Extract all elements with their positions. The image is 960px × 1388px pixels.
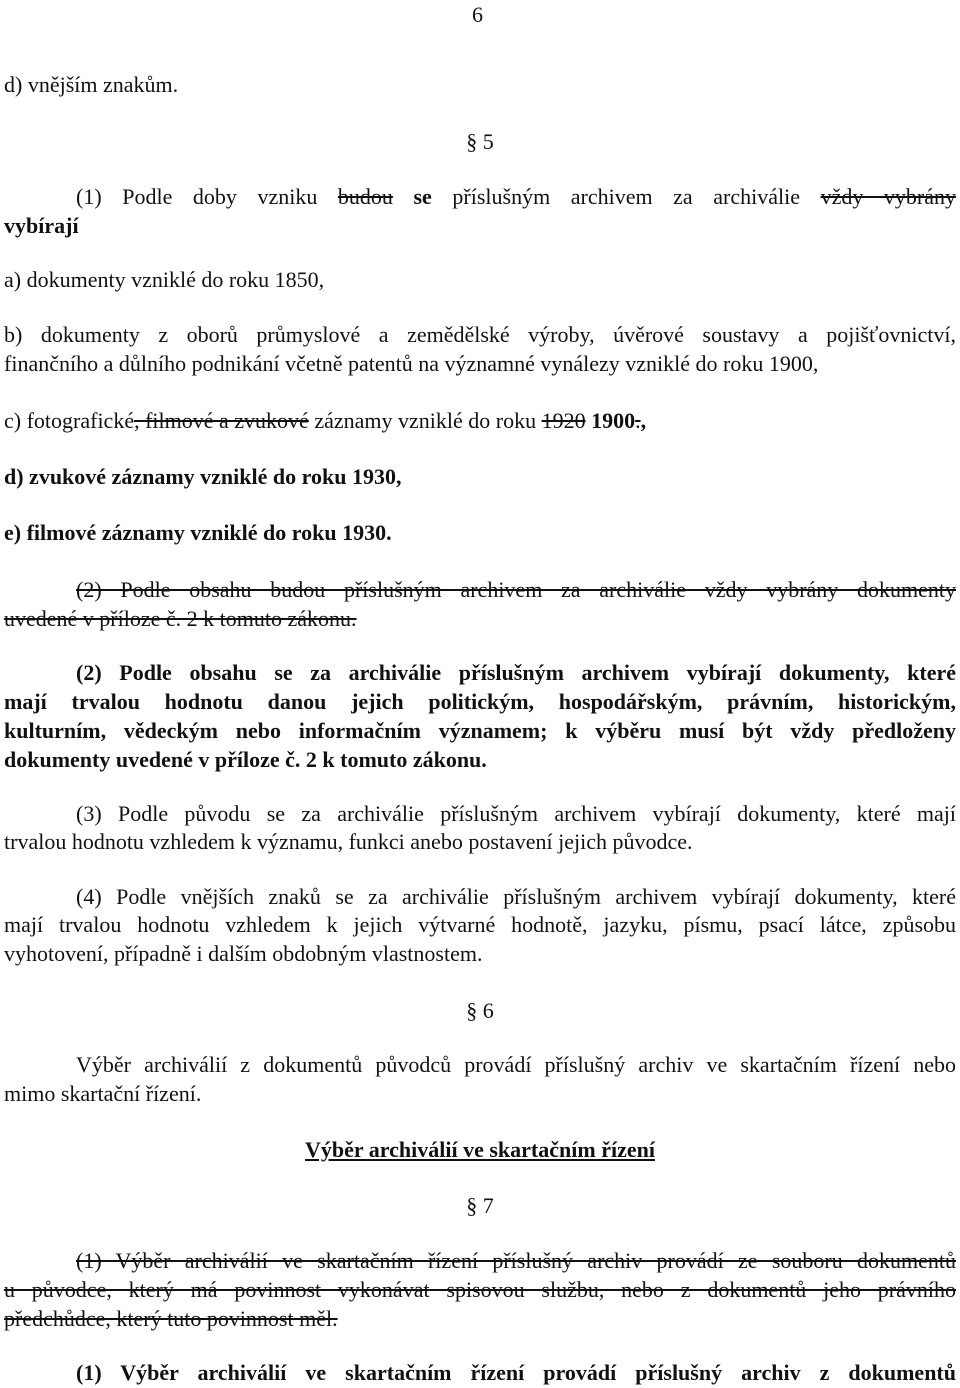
text-segment: b) dokumenty z oborů průmyslové a zemědělské výroby, úvěrové soustavy a pojišťovnictví,	[4, 322, 956, 347]
text-segment: c) fotografické	[4, 408, 135, 433]
text-line	[4, 518, 956, 547]
text-segment: vyhotovení, případně i dalším obdobným vlastnostem.	[4, 941, 483, 966]
text-segment: (2) Podle obsahu budou příslušným archivem za archiválie vždy vybrány dokumenty	[76, 577, 956, 602]
text-segment: dokumenty uvedené v příloze č. 2 k tomuto zákonu.	[4, 747, 487, 772]
text-segment: příslušným archivem za archiválie	[431, 184, 821, 209]
text-segment: u původce, který má povinnost vykonávat spisovou službu, nebo z dokumentů jeho právního	[4, 1277, 956, 1302]
text-line	[76, 1050, 956, 1079]
text-line	[4, 687, 956, 716]
text-segment: budou	[337, 184, 393, 209]
text-segment	[393, 184, 414, 209]
text-line	[4, 1079, 956, 1108]
text-segment: (1) Výběr archiválií ve skartačním řízení provádí příslušný archiv z dokumentů	[76, 1360, 956, 1385]
text-segment: předchůdce, který tuto povinnost měl.	[4, 1306, 338, 1331]
text-line	[4, 939, 956, 968]
text-line	[4, 1304, 956, 1333]
text-line	[76, 1358, 956, 1387]
text-line	[4, 910, 956, 939]
section-heading	[4, 1191, 956, 1220]
text-segment: trvalou hodnotu vzhledem k významu, funkci anebo postavení jejich původce.	[4, 829, 693, 854]
text-segment: (1) Podle doby vzniku	[76, 184, 338, 209]
text-line	[4, 349, 956, 378]
text-segment: mají trvalou hodnotu vzhledem k jejich výtvarné hodnotě, jazyku, písmu, psací látce, způsobu	[4, 912, 956, 937]
text-segment: § 7	[466, 1193, 494, 1218]
text-segment: § 6	[466, 998, 494, 1023]
text-line	[4, 604, 956, 633]
page-number: 6	[472, 2, 483, 27]
text-segment: § 5	[466, 129, 494, 154]
text-segment: uvedené v příloze č. 2 k tomuto zákonu.	[4, 606, 357, 631]
text-line	[4, 320, 956, 349]
text-segment: finančního a důlního podnikání včetně patentů na významné vynálezy vzniklé do roku 1900,	[4, 351, 819, 376]
text-line	[4, 70, 956, 99]
text-line	[76, 1246, 956, 1275]
text-line	[4, 265, 956, 294]
text-line	[4, 827, 956, 856]
text-segment: vybírají	[4, 213, 79, 238]
text-segment: 1900	[591, 408, 636, 433]
text-segment: (1) Výběr archiválií ve skartačním řízení příslušný archiv provádí ze souboru dokumentů	[76, 1248, 956, 1273]
text-line	[4, 462, 956, 491]
section-heading	[4, 127, 956, 156]
text-segment: kulturním, vědeckým nebo informačním významem; k výběru musí být vždy předloženy	[4, 718, 956, 743]
text-segment: d) zvukové záznamy vzniklé do roku 1930,	[4, 464, 402, 489]
text-segment: a) dokumenty vzniklé do roku 1850,	[4, 267, 325, 292]
text-line	[76, 799, 956, 828]
text-line	[76, 182, 956, 211]
text-segment: (2) Podle obsahu se za archiválie příslušným archivem vybírají dokumenty, které	[76, 660, 956, 685]
section-heading	[4, 996, 956, 1025]
text-line	[76, 882, 956, 911]
text-line	[4, 1275, 956, 1304]
text-line	[76, 658, 956, 687]
text-segment: e) filmové záznamy vzniklé do roku 1930.	[4, 520, 392, 545]
text-segment: , filmové a zvukové	[134, 408, 309, 433]
text-segment: mimo skartační řízení.	[4, 1081, 202, 1106]
text-segment: .	[635, 408, 641, 433]
text-line	[4, 745, 956, 774]
text-segment: d) vnějším znakům.	[4, 72, 179, 97]
text-segment: ,	[640, 408, 647, 433]
text-line	[76, 575, 956, 604]
text-segment: vždy vybrány	[820, 184, 956, 209]
text-segment: Výběr archiválií z dokumentů původců provádí příslušný archiv ve skartačním řízení nebo	[76, 1052, 956, 1077]
text-segment: (4) Podle vnějších znaků se za archiválie příslušným archivem vybírají dokumenty, které	[76, 884, 956, 909]
text-segment: Výběr archiválií ve skartačním řízení	[305, 1137, 655, 1162]
text-line	[4, 406, 956, 435]
text-segment: mají trvalou hodnotu danou jejich politickým, hospodářským, právním, historickým,	[4, 689, 956, 714]
text-line	[4, 716, 956, 745]
text-segment: záznamy vzniklé do roku	[308, 408, 542, 433]
subsection-title	[4, 1135, 956, 1164]
text-segment: 1920	[541, 408, 586, 433]
text-segment: (3) Podle původu se za archiválie příslušným archivem vybírají dokumenty, které mají	[76, 801, 956, 826]
text-line	[4, 211, 956, 240]
text-segment: se	[413, 184, 432, 209]
